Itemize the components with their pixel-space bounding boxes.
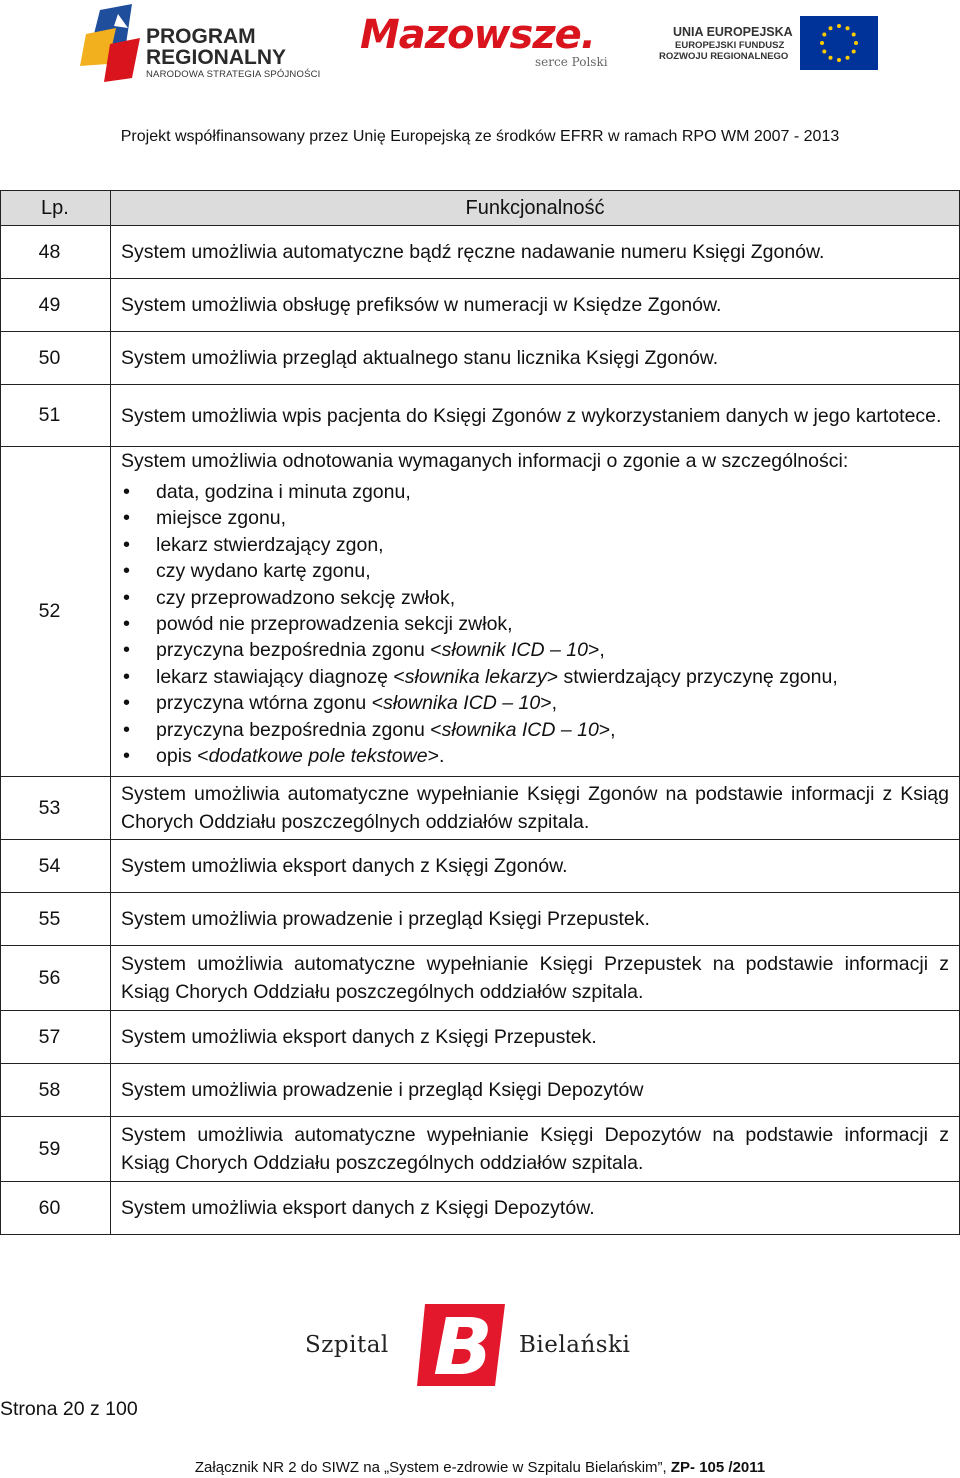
row-text: System umożliwia automatyczne wypełnianie Księgi Depozytów na podstawie informacji z Ksiąg Chorych Oddziału poszczególnych oddziałów szpitala. [111, 1117, 960, 1182]
program-regionalny-emblem-icon [80, 4, 150, 84]
mazowsze-tagline: serce Polski [535, 55, 608, 69]
eu-star-icon [829, 56, 833, 60]
list-item [121, 743, 949, 769]
program-logo-line2: REGIONALNY [146, 46, 287, 69]
table-row [1, 226, 960, 279]
table-row [1, 1011, 960, 1064]
eu-star-icon [822, 33, 826, 37]
eu-logo [655, 16, 880, 72]
header-functionality: Funkcjonalność [111, 191, 960, 226]
row-text: System umożliwia eksport danych z Księgi Zgonów. [111, 840, 960, 893]
eu-logo-line1: UNIA EUROPEJSKA [673, 25, 793, 39]
list-item [121, 664, 949, 690]
row-number: 54 [1, 840, 111, 893]
row-number: 48 [1, 226, 111, 279]
list-item-text: >. [427, 745, 445, 768]
list-item: • data, godzina i minuta zgonu, [121, 479, 949, 505]
program-logo-line3: NARODOWA STRATEGIA SPÓJNOŚCI [146, 69, 321, 80]
tender-number: ZP- 105 /2011 [670, 1459, 766, 1476]
project-cofinancing-line: Projekt współfinansowany przez Unię Europejską ze środków EFRR w ramach RPO WM 2007 - 2013 [120, 128, 840, 145]
row-intro: System umożliwia odnotowania wymaganych informacji o zgonie a w szczególności: [121, 450, 849, 472]
hospital-logo-left-text: Szpital [305, 1332, 389, 1358]
table-row [1, 840, 960, 893]
list-item-text: przyczyna bezpośrednia zgonu < [156, 639, 442, 662]
eu-logo-line2: EUROPEJSKI FUNDUSZ [675, 40, 785, 51]
text-field-ref: dodatkowe pole tekstowe [208, 745, 428, 768]
list-item-text: opis < [156, 745, 209, 768]
table-row [1, 893, 960, 946]
header-lp: Lp. [1, 191, 111, 226]
eu-star-icon [852, 33, 856, 37]
eu-star-icon [854, 41, 858, 45]
list-item-text: przyczyna bezpośrednia zgonu < [156, 718, 442, 741]
attachment-text: Załącznik NR 2 do SIWZ na „System e-zdrowie w Szpitalu Bielańskim”, [194, 1459, 671, 1476]
row-number: 58 [1, 1064, 111, 1117]
table-row [1, 385, 960, 447]
table-row [1, 332, 960, 385]
eu-star-icon [846, 56, 850, 60]
list-item-text: lekarz stawiający diagnozę < [156, 665, 405, 688]
table-header-row [1, 191, 960, 226]
row-number: 53 [1, 777, 111, 840]
list-item [121, 717, 949, 743]
row-text: System umożliwia automatyczne wypełnianie Księgi Przepustek na podstawie informacji z Ksiąg Chorych Oddziału poszczególnych oddziałów szpitala. [111, 946, 960, 1011]
mazowsze-wordmark: Mazowsze. [360, 12, 595, 58]
functionality-table [0, 190, 960, 1235]
row-text: System umożliwia obsługę prefiksów w numeracji w Księdze Zgonów. [111, 279, 960, 332]
row-text: System umożliwia wpis pacjenta do Księgi Zgonów z wykorzystaniem danych w jego kartotece. [111, 385, 960, 447]
row-number: 60 [1, 1182, 111, 1235]
list-item: • czy przeprowadzono sekcję zwłok, [121, 585, 949, 611]
row-text: System umożliwia prowadzenie i przegląd Księgi Depozytów [111, 1064, 960, 1117]
eu-star-icon [837, 58, 841, 62]
list-item-text: >, [587, 639, 605, 662]
table-row [1, 279, 960, 332]
table-row [1, 777, 960, 840]
row-number: 49 [1, 279, 111, 332]
eu-flag-icon [800, 16, 878, 70]
list-item: • czy wydano kartę zgonu, [121, 558, 949, 584]
eu-star-icon [829, 26, 833, 30]
table-row [1, 1064, 960, 1117]
dictionary-ref: słownik ICD – 10 [441, 639, 588, 662]
row-text: System umożliwia automatyczne wypełnianie Księgi Zgonów na podstawie informacji z Ksiąg Chorych Oddziału poszczególnych oddziałów szpitala. [111, 777, 960, 840]
row-number: 50 [1, 332, 111, 385]
row-text: System umożliwia prowadzenie i przegląd Księgi Przepustek. [111, 893, 960, 946]
row-text: System umożliwia automatyczne bądź ręczne nadawanie numeru Księgi Zgonów. [111, 226, 960, 279]
hospital-logo-letter: B [433, 1303, 493, 1390]
attachment-footer [0, 1459, 960, 1476]
row-number: 55 [1, 893, 111, 946]
list-item [121, 637, 949, 663]
mazowsze-logo [360, 12, 620, 72]
eu-star-icon [837, 24, 841, 28]
row-number: 56 [1, 946, 111, 1011]
row-text-with-list [111, 447, 960, 777]
hospital-b-emblem-icon [417, 1300, 509, 1390]
list-item-text: >, [540, 692, 558, 715]
row-text: System umożliwia eksport danych z Księgi Depozytów. [111, 1182, 960, 1235]
table-row [1, 447, 960, 777]
eu-star-icon [820, 41, 824, 45]
program-logo-line1: PROGRAM [146, 25, 256, 48]
list-item: • lekarz stwierdzający zgon, [121, 532, 949, 558]
row-text: System umożliwia przegląd aktualnego stanu licznika Księgi Zgonów. [111, 332, 960, 385]
list-item [121, 690, 949, 716]
row-number: 51 [1, 385, 111, 447]
eu-star-icon [822, 50, 826, 54]
row-number: 57 [1, 1011, 111, 1064]
table-row [1, 946, 960, 1011]
eu-star-icon [846, 26, 850, 30]
list-item-text: > stwierdzający przyczynę zgonu, [546, 665, 838, 688]
row-text: System umożliwia eksport danych z Księgi Przepustek. [111, 1011, 960, 1064]
row-number: 52 [1, 447, 111, 777]
page-number: Strona 20 z 100 [0, 1398, 138, 1420]
eu-logo-line3: ROZWOJU REGIONALNEGO [659, 51, 789, 62]
row-number: 59 [1, 1117, 111, 1182]
eu-star-icon [852, 50, 856, 54]
list-item-text: >, [598, 718, 616, 741]
table-row [1, 1117, 960, 1182]
list-item-text: przyczyna wtórna zgonu < [156, 692, 384, 715]
dictionary-ref: słownika lekarzy [404, 665, 547, 688]
szpital-bielanski-logo [305, 1300, 655, 1390]
hospital-logo-right-text: Bielański [519, 1332, 631, 1358]
list-item: • miejsce zgonu, [121, 505, 949, 531]
table-row [1, 1182, 960, 1235]
program-regionalny-logo [80, 4, 330, 84]
dictionary-ref: słownika ICD – 10 [441, 718, 599, 741]
death-info-list [121, 479, 949, 769]
dictionary-ref: słownika ICD – 10 [383, 692, 541, 715]
list-item: • powód nie przeprowadzenia sekcji zwłok, [121, 611, 949, 637]
